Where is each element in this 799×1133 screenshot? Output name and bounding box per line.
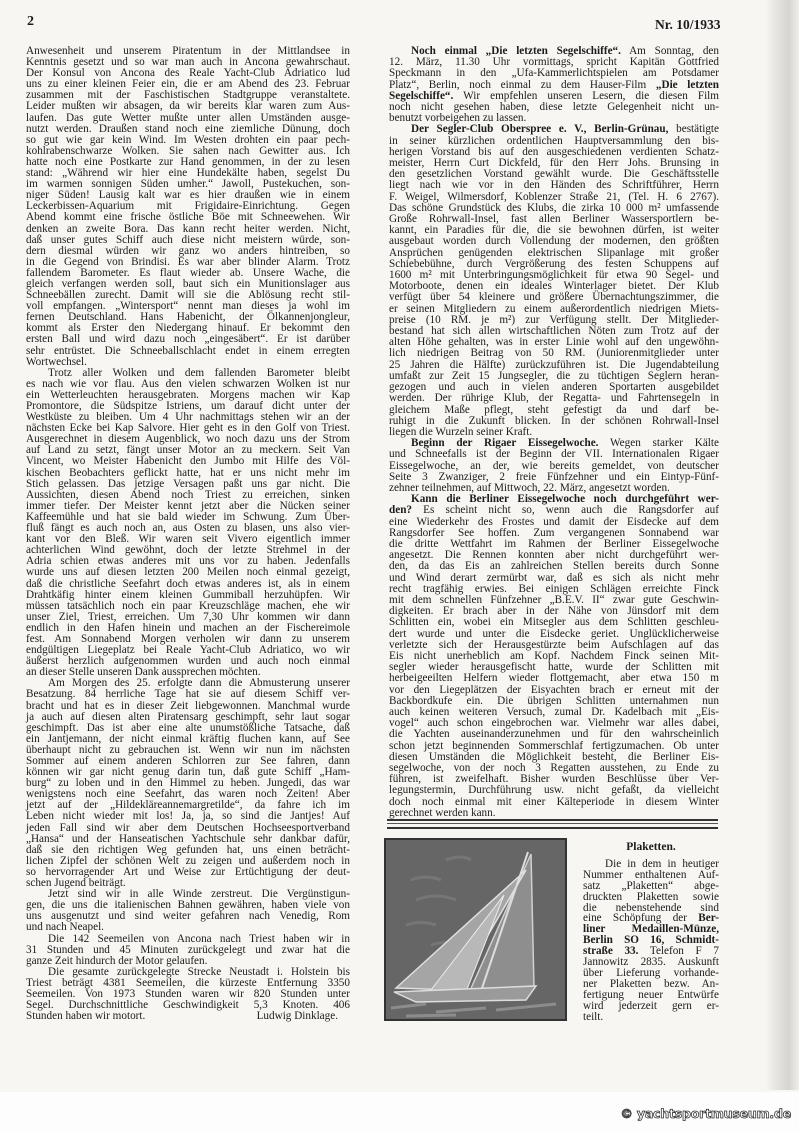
news-line: und Schneefalls ist der Beginn der VII. Internationalen Rigaer <box>389 448 719 461</box>
article-line: achterlichen Wind gewöhnt, doch der letzte Strehmel in der <box>26 544 350 557</box>
article-line: daß sie den richtigen Weg gefunden hat, uns einen beträcht- <box>26 843 350 856</box>
article-line: zusammen mit der Faschistischen Stadtgruppe veranstaltete. <box>26 89 350 102</box>
article-line: Seemeilen. Von 1973 Stunden waren wir 820 Stunden unter <box>26 987 350 1000</box>
news-line <box>389 505 719 516</box>
article-line: Triest beträgt 4381 Seemeilen, die kürzeste Entfernung 3350 <box>26 976 350 989</box>
article-line: Die gesamte zurückgelegte Strecke Neustadt i. Holstein bis <box>48 965 350 978</box>
news-line: den, da das Eis an zahlreichen Stellen bereits durch Sonne <box>389 560 719 573</box>
news-line: mit dem schnellen Fünfzehner „B.E.V. II“ zwar gute Geschwin- <box>389 593 719 606</box>
article-line: jeden Fall sind wir aber dem Deutschen Hochseesportverband <box>26 821 350 834</box>
plaketten-line: Nummer enthaltenen Auf- <box>583 868 719 881</box>
article-line: Ausgerechnet in diesem Augenblick, wo noch dazu uns der Strom <box>26 433 350 446</box>
article-line: voll empfangen. „Wintersport“ nennt man dieses ja wohl im <box>26 300 350 313</box>
article-line: fluß fängt es auch noch an, aus Osten zu blasen, uns also vier- <box>26 522 350 535</box>
article-line: ganze Zeit hindurch der Motor gelaufen. <box>26 954 208 967</box>
plaketten-line: fertigung neuer Entwürfe <box>583 988 719 1001</box>
news-line: legungstermin, Durchführung usw. nicht gefaßt, da vielleicht <box>389 784 719 797</box>
news-line: segelwoche, von der noch 3 Regatten ausstehen, zu Ende zu <box>389 762 719 774</box>
bold-headline-text: „Die letzten <box>655 78 719 91</box>
article-line: ja auch auf diesen alten Piratensarg geschimpft, sehr laut sogar <box>26 710 350 723</box>
article-line: Schneebällen zurecht. Damit will sie die Ablösung recht stil- <box>26 289 350 302</box>
article-line: Die 142 Seemeilen von Ancona nach Triest haben wir in <box>48 932 350 945</box>
news-line: angesetzt. Die Rennen konnten aber nicht durchgeführt wer- <box>389 549 719 562</box>
article-line: Segel. Durchschnittliche Geschwindigkeit 5,3 Knoten. 406 <box>26 999 350 1012</box>
article-line: im warmen sonnigen Süden umher.“ Jawoll, Pustekuchen, son- <box>26 178 350 191</box>
plaketten-line: teilt. <box>583 1010 604 1023</box>
news-line: meister, Herrn Curt Dickfeld, für den Herr Johs. Brunsing in <box>389 157 719 170</box>
news-line: Motorboote, denen ein ideales Winterlager bietet. Der Klub <box>389 280 719 293</box>
news-line: lich niedrigen Beitrag von 50 RM. (Juniorenmitglieder unter <box>389 347 719 360</box>
news-line: schon jetzt beginnenden Sommerschlaf fertigzumachen. Ob unter <box>389 739 719 752</box>
article-line: Der Konsul von Ancona des Reale Yacht-Club Adriatico lud <box>26 67 350 80</box>
article-line: geschimpft. Das ist aber eine alte unumstößliche Tatsache, daß <box>26 721 350 734</box>
news-line: die Yachten auseinanderzunehmen und für den wahrscheinlich <box>389 728 719 741</box>
article-line: laufen. Das gute Wetter mußte unter allen Umständen ausge- <box>26 111 350 124</box>
news-line: Speckmann in den „Ufa-Kammerlichtspielen am Potsdamer <box>389 67 719 80</box>
news-line: führen, ist zweifelhaft. Bisher wurden Beschlüsse über Ver- <box>389 773 719 786</box>
article-line: Abend kommt eine frische östliche Böe mit Schneewehen. Wir <box>26 211 350 224</box>
bold-headline-text: straße 33. <box>583 945 639 958</box>
news-line: auch keinen weiteren Versuch, zumal Dr. Kadelbach mit „Eis- <box>389 705 719 718</box>
plaketten-line: Jannowitz 2835. Auskunft <box>583 956 719 969</box>
article-line: wenigstens noch eine Seefahrt, das waren noch Zeiten! Aber <box>26 788 350 801</box>
news-line: kannt, ein Paradies für die, die sie bewohnen dürfen, ist weiter <box>389 224 719 237</box>
article-line: kommt als Erster den Niedergang hinauf. Er bekommt den <box>26 322 350 335</box>
article-line: kohlrabenschwarze Wolken. Sie sahen nach Gewitter aus. Ich <box>26 144 350 157</box>
article-line: Vincent, wo Meister Habenicht den Jumbo mit Hilfe des Völ- <box>26 455 350 468</box>
plaketten-line: druckten Plaketten sowie <box>583 890 719 903</box>
article-line: Trotz aller Wolken und dem fallenden Barometer bleibt <box>48 366 350 379</box>
article-line: dern diesmal würden wir ganz wo anders hintreiben, so <box>26 244 350 257</box>
news-line: Eis nicht unerheblich am Kopf. Nachdem Finck seinen Mit- <box>389 649 719 662</box>
article-line: sehr entrüstet. Die Schneeballschlacht endet in einem erregten <box>26 344 350 357</box>
news-line: werden. Der rührige Klub, der Regatta- und Fahrtensegeln in <box>389 392 719 405</box>
plaketten-notice <box>583 842 719 1023</box>
article-line: 31 Stunden und 45 Minuten zurückgelegt und zwar hat die <box>26 943 350 956</box>
bold-headline-text: liner Medaillen-Münze, <box>583 923 719 936</box>
news-line: er seinen Mitgliedern zu einem außerordentlich niedrigen Miets- <box>389 302 719 315</box>
bold-headline-text: Segelschiffe“. <box>389 89 454 102</box>
news-line: gleichem Maße pflegt, steht gefestigt da und darf be- <box>389 403 719 416</box>
news-line: gerechnet werden kann. <box>389 806 496 819</box>
article-line: daß die christliche Seefahrt doch etwas anderes ist, als in einem <box>26 577 350 590</box>
article-line: gleich verfangen werden soll, baut sich ein Munitionslager aus <box>26 277 350 290</box>
news-line: liegt nach wie vor in den Händen des Schriftführer, Herrn <box>389 179 719 192</box>
text-segment: Wegen starker Kälte <box>598 437 719 450</box>
sailboat-plaque-image <box>384 838 567 1021</box>
news-line: 12. März, 11.30 Uhr vormittags, spricht Kapitän Gottfried <box>389 56 719 69</box>
article-line: Leckerbissen-Aquarium mit Frigidaire-Einrichtung. Gegen <box>26 200 350 213</box>
article-line: Stunden haben wir motort. Ludwig Dinklage. <box>26 1010 338 1023</box>
article-line: so hervorragender Art und Weise zur Ertüchtigung der deut- <box>26 865 350 878</box>
article-line: gen, die uns die italienischen Bahnen gewähren, haben viele von <box>26 899 350 912</box>
article-line: Kaffeemühle und hat sie bald wieder im Schwung. Zum Über- <box>26 510 350 523</box>
plaketten-line: wird jederzeit gern er- <box>583 999 719 1012</box>
article-line: immer tiefer. Der Meister kennt jetzt aber die Nücken seiner <box>26 499 350 512</box>
article-line: Adria schien etwas anderes mit uns vor zu haben. Jedenfalls <box>26 555 350 568</box>
plaketten-body <box>583 859 719 1023</box>
news-column-right <box>389 46 719 819</box>
news-line: alten Höhe gehalten, was in erster Linie wohl auf den ungewöhn- <box>389 336 719 349</box>
bold-headline-text: den? <box>389 504 413 517</box>
article-line: uns ausgenutzt und sind weiter gefahren nach Venedig, Rom <box>26 910 350 923</box>
bold-headline-text: Beginn der Rigaer Eissegelwoche. <box>411 437 599 450</box>
article-line: ein Jantjemann, der nicht einmal kräftig fluchen kann, auf See <box>26 732 350 745</box>
news-line: zehner teilnehmen, auf Mittwoch, 22. März, angesetzt worden. <box>389 481 670 494</box>
article-line: endlich in den Hafen hinein und machen an der Fischereimole <box>26 621 350 634</box>
article-line: Westküste zu bleiben. Um 4 Uhr nachmittags stehen wir an der <box>26 411 350 424</box>
news-line: in seiner kürzlichen ordentlichen Hauptversammlung den bis- <box>389 134 719 147</box>
article-line: an dieser Stelle unseren Dank aussprechen möchten. <box>26 666 261 679</box>
bold-headline-text: Ber- <box>698 912 719 925</box>
author-signature: Ludwig Dinklage. <box>256 1010 338 1023</box>
plaketten-line: satz „Plaketten“ abge- <box>583 879 719 892</box>
text-segment: eine Schöpfung der <box>583 912 699 925</box>
article-line: denken an zweite Bora. Das kann recht heiter werden. Nicht, <box>26 222 350 235</box>
article-line: schen Jugend beiträgt. <box>26 877 126 890</box>
article-line: Promontore, die Südspitze Istriens, um darauf dicht unter der <box>26 400 350 412</box>
news-line: verfügt über 54 kleinere und größere Übernachtungszimmer, die <box>389 291 719 304</box>
news-line: preise (10 RM. je m²) zur Verfügung stellt. Der Mitglieder- <box>389 313 719 326</box>
article-line: Wortwechsel. <box>26 355 87 368</box>
article-line: Sommer auf einem anderen Schlorren zur See fahren, dann <box>26 755 350 767</box>
news-line: benutzt vorbeigehen zu lassen. <box>389 112 527 125</box>
copyright-watermark: © yachtsportmuseum.de <box>620 1106 791 1121</box>
article-line: auf Land zu setzt, fängt unser Motor an zu meckern. Seit Van <box>26 444 350 457</box>
article-line: fernen Deutschland. Hans Habenicht, der Ölkannenjongleur, <box>26 311 350 324</box>
plaketten-line: ner Plaketten bezw. An- <box>583 977 719 990</box>
article-line: Drahtkäfig hinter einem kleinen Gummiball herzuhüpfen. Wir <box>26 588 350 601</box>
article-line: ein Wetterleuchten herausgebraten. Morgens machen wir Kap <box>26 388 350 401</box>
news-line: den gesetzlichen Vorstand gewählt wurde. Die Geschäftsstelle <box>389 168 719 181</box>
news-line: bestand hat sich allen wirtschaftlichen Nöten zum Trotz auf der <box>389 325 719 338</box>
news-line: liegen die Wurzeln seiner Kraft. <box>389 425 533 438</box>
news-line: segler wieder herausgefischt hatte, wurde der Schlitten mit <box>389 661 719 674</box>
news-line: Große Rohrwall-Insel, fast allen Berliner Wassersportlern be- <box>389 213 719 226</box>
article-line: Leben nicht wieder mit los! Ja, ja, so sind die Jantjes! Auf <box>26 810 350 823</box>
news-line: ruhigt in die Zukunft blicken. In der schönen Rohrwall-Insel <box>389 414 719 427</box>
bold-headline-text: Berlin SO 16, Schmidt- <box>583 934 719 947</box>
article-line: müssen tatsächlich noch ein paar Kreuzschläge machen, ehe wir <box>26 599 350 612</box>
news-line: Backbordkufe ein. Die übrigen Schlitten unternahmen nun <box>389 694 719 707</box>
article-line: uns zu einer kleinen Feier ein, die er am Abend des 23. Februar <box>26 78 350 91</box>
article-line: endgültigen Liegeplatz bei Reale Yacht-Club Adriatico, wo wir <box>26 644 350 657</box>
article-line: bracht und hat es in dieser Zeit liebgewonnen. Manchmal wurde <box>26 699 350 712</box>
plaketten-line: Die in dem in heutiger <box>605 857 719 870</box>
news-line: recht tragfähig erwies. Bei einigen Schlägen erreichte Finck <box>389 582 719 595</box>
news-line: vogel“ auch schon eingebrochen war. Vielmehr war alles dabei, <box>389 717 719 730</box>
news-line: doch noch einmal mit einer Kälteperiode in diesem Winter <box>389 795 719 808</box>
news-line: eine Wiederkehr des Frostes und damit der Eisdecke auf dem <box>389 515 719 528</box>
article-line: fallendem Barometer. Es flaut wieder ab. Unsere Wache, die <box>26 266 350 279</box>
article-line: kant vor den Bleß. Wir waren seit Vivero eigentlich immer <box>26 533 350 546</box>
plaketten-heading: Plaketten. <box>626 841 676 853</box>
article-line: Aussichten, diesen Abend noch Triest zu erreichen, sinken <box>26 488 350 501</box>
article-line: Am Morgen des 25. erfolgte dann die Abmusterung unserer <box>48 677 350 690</box>
article-line: und nach Neapel. <box>26 921 104 934</box>
article-line: hatte noch eine Postkarte zur Hand genommen, in der zu lesen <box>26 155 350 168</box>
news-line: Seite 3 Zwanziger, 2 freie Fünfzehner und ein Eintyp-Fünf- <box>389 470 719 483</box>
article-line: burg“ zu loben und in den Himmel zu heben. Jungedi, das war <box>26 777 350 790</box>
article-line: jetzt auf der „Hildekläreannemargretilde“, da fahre ich im <box>26 799 350 812</box>
article-line: in die Gegend von Brindisi. Es war aber blinder Alarm. Trotz <box>26 255 350 268</box>
article-line: niger Süden! Lausig kalt war es hier draußen wie in einem <box>26 189 350 202</box>
news-line: noch nicht gesehen haben, diese letzte Gelegenheit nicht un- <box>389 101 719 114</box>
news-line: vor den Liegeplätzen der Eisyachten brach er erneut mit der <box>389 683 719 696</box>
article-column-left <box>26 46 350 1022</box>
plaketten-line: die nebenstehende sind <box>583 901 719 914</box>
article-line: „Hansa“ und der Hanseatischen Yachtschule sehr dankbar dafür, <box>26 832 350 845</box>
news-line: die dritte Wettfahrt im Rahmen der Berliner Eissegelwoche <box>389 537 719 550</box>
article-line: ersten Ball und wird dazu noch „eingesäbert“. Er ist darüber <box>26 333 350 346</box>
news-line: Rangsdorfer See hoffen. Zum vergangenen Sonnabend war <box>389 526 719 539</box>
bold-headline-text: Noch einmal „Die letzten Segelschiffe“. <box>411 45 621 57</box>
news-line: Schlitten ein, wobei ein Mitsegler aus dem Schlitten geschleu- <box>389 616 719 629</box>
scan-edge-shadow <box>765 0 799 1090</box>
news-line: Schiebebühne, durch Vergrößerung des festen Schuppens auf <box>389 257 719 270</box>
news-line: digkeiten. Er brach aber in der Nähe von Jünsdorf mit dem <box>389 605 719 618</box>
news-line: herbeigeeilten Helfern wieder flottgemacht, aber etwa 150 m <box>389 672 719 685</box>
news-line: herigen Vorstand bis auf den ausgeschiedenen verdienten Schatz- <box>389 145 719 158</box>
article-line: so gut wie gar kein Wind. Im Westen drohten ein paar pech- <box>26 133 350 146</box>
article-line: nutzt werden. Draußen stand noch eine ziemliche Dünung, doch <box>26 122 350 135</box>
news-line: dert wurde und unter die Eisdecke geriet. Unglücklicherweise <box>389 627 719 640</box>
plaketten-line: über Lieferung vorhande- <box>583 966 719 979</box>
bold-headline-text: Kann die Berliner Eissegelwoche noch durchgeführt wer- <box>411 493 719 506</box>
text-segment: Am Sonntag, den <box>620 45 719 57</box>
article-line: Leider mußten wir absagen, da wir bereits klar waren zum Aus- <box>26 100 350 113</box>
text-segment: Telefon F 7 <box>638 945 719 958</box>
article-line: Anwesenheit und unserem Piratentum in der Mittlandsee in <box>26 45 350 57</box>
news-line: 1600 m² mit Unterbringungsmöglichkeit für etwa 90 Segel- und <box>389 269 719 282</box>
article-line: Besatzung. 84 herrliche Tage hat sie auf diesem Schiff ver- <box>26 688 350 701</box>
news-line: F. Weigel, Wilmersdorf, Koblenzer Straße 21, (Tel. H. 6 2767). <box>389 190 719 203</box>
article-line: daß unser gutes Schiff auch diese nicht meistern würde, son- <box>26 233 350 246</box>
article-line: stand: „Während wir hier eine Hundekälte haben, segelst Du <box>26 167 350 180</box>
article-line: Kenntnis gesetzt und so war man auch in Ancona gewahrschaut. <box>26 56 350 69</box>
news-line: Ansprüchen genügenden elektrischen Slipanlage mit großer <box>389 246 719 259</box>
news-line: diesen Umständen die Möglichkeit besteht, die Berliner Eis- <box>389 750 719 763</box>
article-line: lichen Zipfel der schönen Welt zu zeigen und außerdem noch in <box>26 854 350 867</box>
text-segment: Wir empfehlen unseren Lesern, die diesen Film <box>453 89 719 102</box>
article-line: Stich gelassen. Das jetzige Versagen paßt uns gar nicht. Die <box>26 477 350 490</box>
article-line: unser Ziel, Triest, erreichen. Um 7,30 Uhr kommen wir dann <box>26 610 350 623</box>
article-line: können wir gar nicht genug darin tun, daß gute Schiff „Ham- <box>26 766 350 779</box>
article-line: kischen Beobachters geflickt hatte, hat er uns nicht mehr im <box>26 466 350 479</box>
article-line: es nach wie vor flau. Aus den vielen schwarzen Wolken ist nur <box>26 377 350 390</box>
page-number: 2 <box>27 14 34 29</box>
section-divider <box>387 819 718 829</box>
bold-headline-text: Der Segler-Club Oberspree e. V., Berlin-Grünau, <box>411 123 669 136</box>
article-line: nächsten Ecke bei Kap Salvore. Hier geht es in den Golf von Triest. <box>26 422 350 435</box>
news-line: verletzte sich der Herausgestürzte beim Aufschlagen auf das <box>389 638 719 651</box>
news-line: gezogen und auch in vielen anderen Sportarten ausgebildet <box>389 381 719 394</box>
text-segment: Es scheint nicht so, wenn auch die Rangsdorfer auf <box>412 504 719 517</box>
news-line: 25 Jahren die Hälfte) zurückzuführen ist. Die Jugendabteilung <box>389 358 719 371</box>
news-line: umfaßt zur Zeit 15 Jungsegler, die zu tüchtigen Seglern heran- <box>389 369 719 382</box>
issue-number: Nr. 10/1933 <box>655 17 721 32</box>
article-line: wurde uns auf diesen letzten 200 Meilen noch einmal gezeigt, <box>26 566 350 579</box>
news-line: ausgebaut worden durch Vollendung der modernen, den größten <box>389 235 719 248</box>
sailboat-relief-icon <box>386 840 565 1019</box>
article-line: überhaupt nicht zu gebrauchen ist. Wenn wir nun im nächsten <box>26 743 350 756</box>
article-line: äußerst herzlich aufgenommen wurden und auch noch einmal <box>26 655 350 668</box>
article-line: fest. Am Sonnabend Morgen verholen wir dann zu unserem <box>26 632 350 645</box>
text-segment: bestätigte <box>668 123 720 136</box>
article-line: Jetzt sind wir in alle Winde zerstreut. Die Vergünstigun- <box>48 888 350 901</box>
text-segment: Platz“, Berlin, noch einmal zu dem Hauser-Film <box>389 78 656 91</box>
news-line: Eissegelwoche, an der, wie bereits gemeldet, von deutscher <box>389 459 719 472</box>
news-line <box>389 124 719 135</box>
news-line: und Wind derart zermürbt war, daß es sich als nicht mehr <box>389 571 719 584</box>
news-line: Das schöne Grundstück des Klubs, die zirka 10 000 m² umfassende <box>389 201 719 214</box>
